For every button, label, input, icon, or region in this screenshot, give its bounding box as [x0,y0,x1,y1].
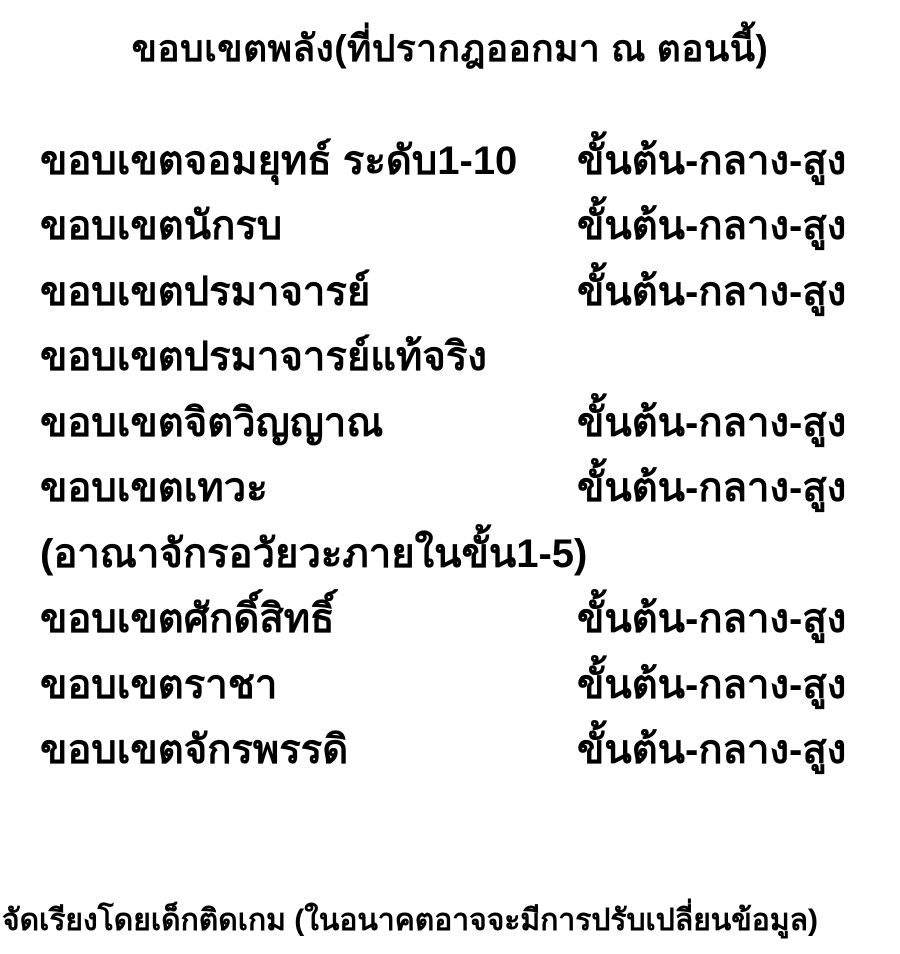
realm-list [40,128,880,783]
realm-row [40,390,880,456]
realm-stages: ขั้นต้น-กลาง-สูง [577,269,847,314]
realm-row [40,128,880,194]
realm-label: ขอบเขตจักรพรรดิ [40,728,349,773]
realm-row [40,587,880,653]
realm-stages: ขั้นต้น-กลาง-สูง [577,138,847,183]
realm-label: ขอบเขตจิตวิญญาณ [40,400,384,445]
realm-label: ขอบเขตราชา [40,662,278,707]
realm-row [40,718,880,784]
realm-label: ขอบเขตศักดิ์สิทธิ์ [40,597,335,642]
realm-row [40,652,880,718]
realm-row [40,259,880,325]
realm-stages: ขั้นต้น-กลาง-สูง [577,400,847,445]
page-title: ขอบเขตพลัง(ที่ปรากฎออกมา ณ ตอนนี้) [131,28,769,69]
realm-stages: ขั้นต้น-กลาง-สูง [577,662,847,707]
realm-row [40,521,880,587]
realm-label: (อาณาจักรอวัยวะภายในขั้น1-5) [40,531,588,576]
realm-stages: ขั้นต้น-กลาง-สูง [577,728,847,773]
realm-label: ขอบเขตนักรบ [40,204,283,249]
realm-stages: ขั้นต้น-กลาง-สูง [577,466,847,511]
footer-note: จัดเรียงโดยเด็กติดเกม (ในอนาคตอาจจะมีการปรับเปลี่ยนข้อมูล) [2,904,818,937]
realm-row [40,456,880,522]
realm-label: ขอบเขตเทวะ [40,466,268,511]
realm-stages: ขั้นต้น-กลาง-สูง [577,597,847,642]
realm-label: ขอบเขตจอมยุทธ์ ระดับ1-10 [40,138,518,183]
realm-row [40,325,880,391]
realm-label: ขอบเขตปรมาจารย์ [40,269,371,314]
realm-row [40,194,880,260]
realm-label: ขอบเขตปรมาจารย์แท้จริง [40,335,487,380]
realm-stages: ขั้นต้น-กลาง-สูง [577,204,847,249]
